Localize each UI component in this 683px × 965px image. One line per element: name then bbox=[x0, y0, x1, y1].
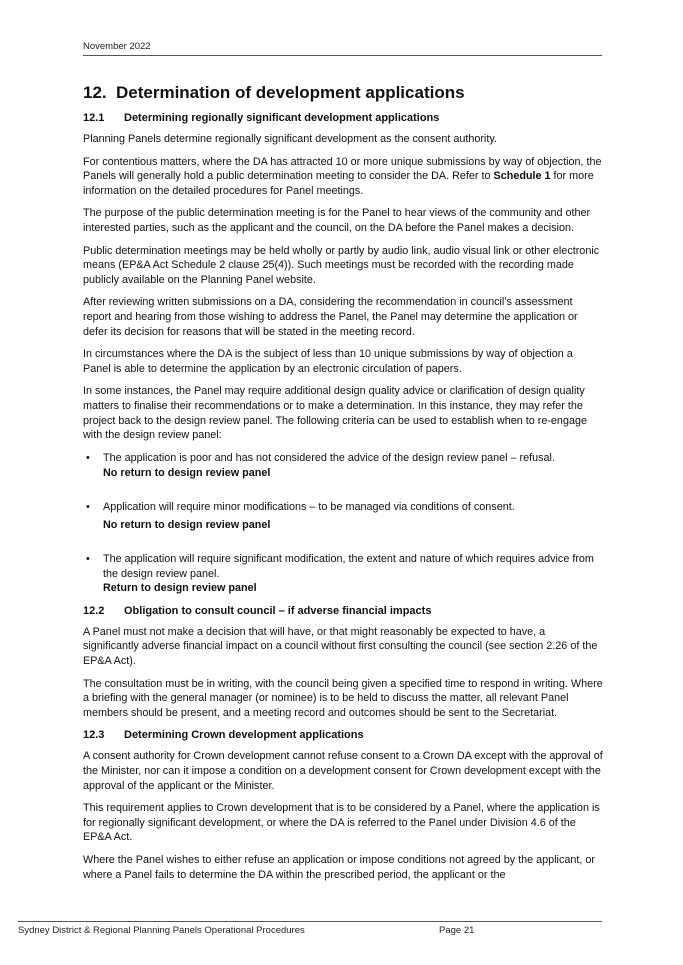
paragraph: A consent authority for Crown development cannot refuse consent to a Crown DA except with the approval of the Minister, nor can it impose a condition on a development consent for Crown development except with the approval of the applicant or the Minister. bbox=[83, 750, 603, 792]
footer-divider bbox=[18, 921, 602, 922]
schedule-reference: Schedule 1 bbox=[493, 170, 551, 183]
paragraph bbox=[83, 155, 603, 199]
list-item bbox=[83, 451, 603, 481]
paragraph: A Panel must not make a decision that will have, or that might reasonably be expected to have, a significantly adverse financial impact on a council without first consulting the council (see section 2.26 of the EP&A Act). bbox=[83, 625, 598, 668]
paragraph: This requirement applies to Crown development that is to be considered by a Panel, where the application is for regionally significant development, or where the DA is referred to the Panel under Division 4.6 of the EP&A Act. bbox=[83, 802, 600, 844]
paragraph: Planning Panels determine regionally significant development as the consent authority. bbox=[83, 133, 497, 145]
bullet-icon: • bbox=[86, 500, 90, 513]
bullet-icon: • bbox=[86, 451, 90, 464]
header-divider bbox=[83, 55, 602, 56]
paragraph: The consultation must be in writing, with the council being given a specified time to respond in writing. Where a briefing with the general manager (or nominee) is to be held to discuss the matter, all relevant Panel members should be present, and a meeting record and outcomes should be sent to the Secretariat. bbox=[83, 677, 603, 719]
paragraph: The purpose of the public determination meeting is for the Panel to hear views of the community and other interested parties, such as the applicant and the council, on the DA before the Panel makes a decision. bbox=[83, 207, 591, 234]
paragraph: After reviewing written submissions on a DA, considering the recommendation in council’s assessment report and hearing from those wishing to address the Panel, the Panel may determine the application or defer its decision for reasons that will be stated in the meeting record. bbox=[83, 296, 578, 338]
criteria-list bbox=[83, 451, 603, 596]
section-heading bbox=[83, 82, 603, 104]
bullet-icon: • bbox=[86, 553, 90, 566]
list-item-text: The application is poor and has not considered the advice of the design review panel – refusal. bbox=[103, 451, 555, 464]
subsection-title: Determining regionally significant development applications bbox=[124, 112, 440, 124]
list-item-text: Application will require minor modifications – to be managed via conditions of consent. bbox=[103, 500, 515, 513]
header-date: November 2022 bbox=[83, 41, 151, 52]
paragraph: In circumstances where the DA is the subject of less than 10 unique submissions by way of objection a Panel is able to determine the application by an electronic circulation of papers. bbox=[83, 348, 573, 375]
list-item-note: No return to design review panel bbox=[103, 519, 271, 532]
subsection-heading-12-3 bbox=[83, 728, 603, 743]
footer-document-title: Sydney District & Regional Planning Panels Operational Procedures bbox=[18, 925, 305, 936]
list-item-text: The application will require significant modification, the extent and nature of which requires advice from the design review panel. bbox=[103, 553, 594, 580]
paragraph: In some instances, the Panel may require additional design quality advice or clarification of design quality matters to finalise their recommendations or to make a determination. In this instance, they may refer the project back to the design review panel. The following criteria can be used to establish when to re-engage with the design review panel: bbox=[83, 385, 587, 442]
list-item-note: No return to design review panel bbox=[103, 467, 271, 480]
section-number: 12. bbox=[83, 83, 107, 102]
subsection-number: 12.1 bbox=[83, 112, 105, 124]
page-content bbox=[83, 82, 603, 890]
paragraph-text: for more information on the detailed procedures for Panel meetings. bbox=[83, 170, 594, 197]
subsection-number: 12.3 bbox=[83, 729, 105, 742]
subsection-title: Determining Crown development applications bbox=[124, 729, 364, 742]
subsection-number: 12.2 bbox=[83, 604, 105, 617]
list-item bbox=[83, 552, 603, 596]
list-item-note: Return to design review panel bbox=[103, 582, 257, 595]
section-title: Determination of development applications bbox=[116, 83, 465, 102]
subsection-title: Obligation to consult council – if adverse financial impacts bbox=[124, 604, 432, 617]
paragraph: Where the Panel wishes to either refuse an application or impose conditions not agreed by the applicant, or where a Panel fails to determine the DA within the prescribed period, the applicant or the bbox=[83, 853, 595, 881]
subsection-heading-12-2 bbox=[83, 604, 603, 619]
subsection-heading-12-1 bbox=[83, 111, 603, 126]
paragraph-text: For contentious matters, where the DA has attracted 10 or more unique submissions by way of objection, the Panels will generally hold a public determination meeting to consider the DA. Refer to bbox=[83, 155, 602, 183]
list-item bbox=[83, 500, 603, 533]
paragraph: Public determination meetings may be held wholly or partly by audio link, audio visual link or other electronic means (EP&A Act Schedule 2 clause 25(4)). Such meetings must be recorded with the recording made publicly available on the Planning Panel website. bbox=[83, 244, 600, 286]
footer-page-number: Page 21 bbox=[439, 925, 475, 936]
